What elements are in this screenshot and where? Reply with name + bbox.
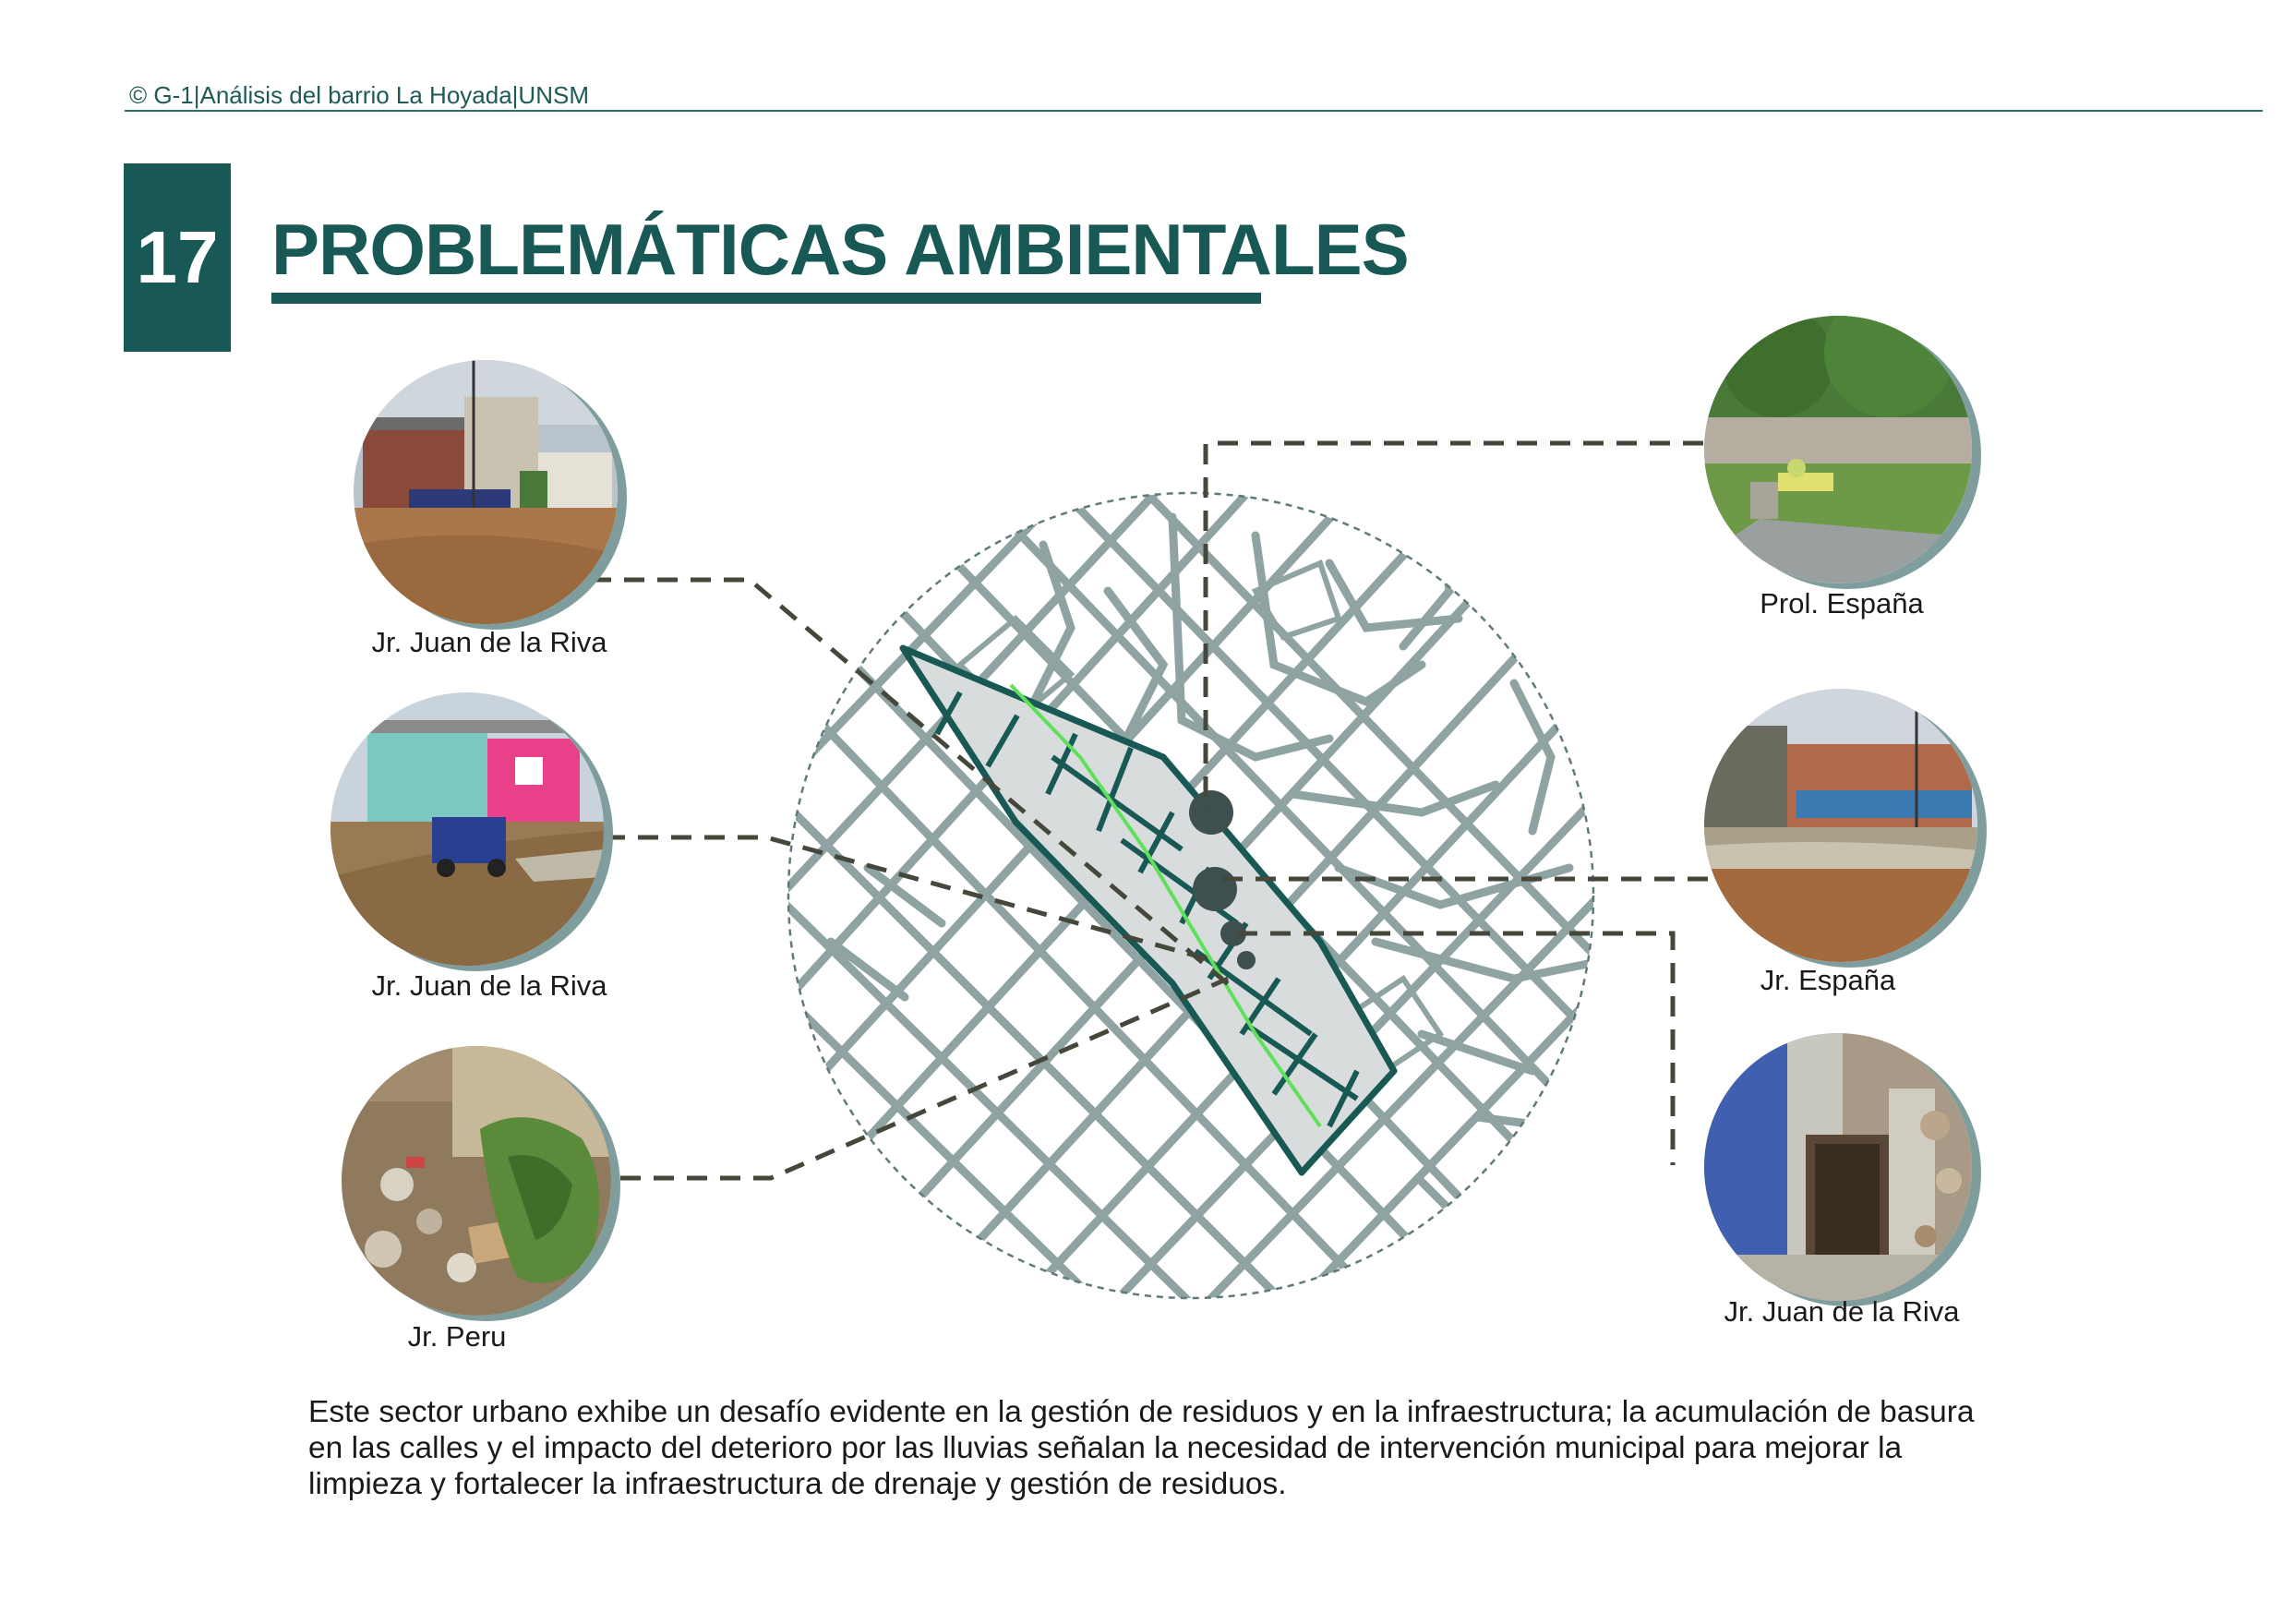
document-header: © G-1|Análisis del barrio La Hoyada|UNSM	[129, 81, 589, 109]
photo-garbage	[342, 1046, 611, 1316]
section-number: 17	[136, 216, 219, 298]
photo-caption: Jr. España	[1760, 964, 1896, 996]
header-divider	[125, 110, 2263, 112]
photo-flooded-street	[1704, 689, 1977, 962]
photo-open-drain	[1704, 1033, 1972, 1301]
photo-caption: Jr. Juan de la Riva	[371, 626, 607, 658]
photo-caption: Jr. Peru	[407, 1320, 507, 1353]
page-title: PROBLEMÁTICAS AMBIENTALES	[271, 209, 1409, 290]
problem-marker	[1220, 920, 1246, 946]
photo-mototaxi-road	[330, 692, 604, 966]
photo-caption: Jr. Juan de la Riva	[1724, 1295, 1960, 1328]
photo-caption: Jr. Juan de la Riva	[371, 969, 607, 1002]
map-svg	[775, 480, 1606, 1311]
problem-marker	[1189, 790, 1233, 835]
title-underline	[271, 293, 1261, 304]
problem-marker	[1237, 951, 1256, 969]
photo-trash-vegetation	[1704, 316, 1972, 583]
photo-caption: Prol. España	[1760, 587, 1924, 620]
section-number-badge	[124, 163, 231, 352]
photo-unpaved-street	[354, 360, 618, 624]
neighborhood-map	[775, 480, 1606, 1311]
problem-marker	[1193, 867, 1237, 911]
description-paragraph: Este sector urbano exhibe un desafío evidente en la gestión de residuos y en la infraestructura; la acumulación de basura en las calles y el impacto del deterioro por las lluvias señalan la necesidad de intervención municipal para mejorar la limpieza y fortalecer la infraestructura de drenaje y gestión de residuos.	[308, 1395, 1975, 1501]
